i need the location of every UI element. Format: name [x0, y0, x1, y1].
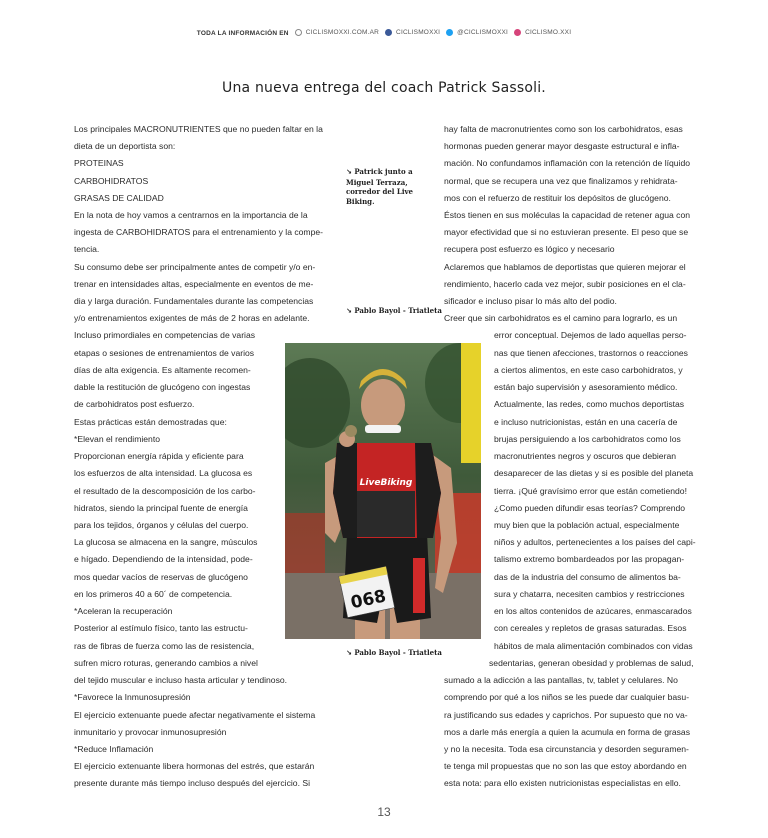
text-line: normal, que se recupera una vez que finalizamos y rehidrata-: [444, 176, 678, 186]
text-line: están bajo supervisión y asesoramiento médico.: [494, 382, 678, 392]
text-line: Éstos tienen en sus moléculas la capacidad de retener agua con: [444, 210, 691, 220]
text-line: de carbohidratos post esfuerzo.: [74, 399, 195, 409]
text-line: esta nota: para ello existen nutricionistas especialistas en ello.: [444, 778, 681, 788]
text-line: e incluso nutricionistas, están en una cacería de: [494, 417, 678, 427]
text-line: etapas o sesiones de entrenamientos de varios: [74, 348, 255, 358]
text-line: mación. No confundamos inflamación con la retención de líquido: [444, 158, 691, 168]
text-line: La glucosa se almacena en la sangre, músculos: [74, 537, 258, 547]
race-bib-number: 068: [349, 586, 388, 614]
website-link[interactable]: CICLISMOXXI.COM.AR: [295, 29, 379, 36]
text-line: *Reduce Inflamación: [74, 744, 154, 754]
text-line: a ciertos alimentos, en este caso carbohidratos, y: [494, 365, 683, 375]
text-line: *Favorece la Inmunosupresión: [74, 692, 191, 702]
page-number: 13: [377, 805, 391, 819]
header-lead: TODA LA INFORMACIÓN EN: [196, 29, 289, 37]
text-line: Los principales MACRONUTRIENTES que no pueden faltar en la: [74, 124, 323, 134]
text-line: CARBOHIDRATOS: [74, 176, 149, 186]
text-line: tierra. ¡Qué gravísimo error que están cometiendo!: [494, 486, 687, 496]
text-line: Proporcionan energía rápida y eficiente para: [74, 451, 244, 461]
text-line: te tenga mil propuestas que no son las que estoy abordando en: [444, 761, 687, 771]
arrow-icon: ↘: [346, 307, 352, 315]
text-line: y/o entrenamientos exigentes de más de 2 horas en adelante.: [74, 313, 310, 323]
text-line: mos a darle más energía a quien la acumula en forma de grasas: [444, 727, 691, 737]
athlete-photo: [285, 343, 481, 639]
text-line: PROTEINAS: [74, 158, 124, 168]
text-line: e hígado. Dependiendo de la intensidad, pode-: [74, 554, 253, 564]
text-line: El ejercicio extenuante libera hormonas del estrés, que estarán: [74, 761, 315, 771]
text-line: ¿Como pueden difundir esas teorías? Comprendo: [494, 503, 686, 513]
text-line: y no la necesita. Toda esa circunstancia y desorden seguramen-: [444, 744, 689, 754]
text-line: para los tejidos, órganos y células del cuerpo.: [74, 520, 249, 530]
text-line: del tejido muscular e incluso hasta articular y tendinoso.: [74, 675, 288, 685]
facebook-link[interactable]: CICLISMOXXI: [385, 29, 440, 36]
instagram-icon: [514, 29, 521, 36]
text-line: hábitos de mala alimentación combinados con vidas: [494, 641, 693, 651]
text-line: tencia.: [74, 244, 100, 254]
header-strip: [0, 27, 768, 39]
text-line: dable la restitución de glucógeno con ingestas: [74, 382, 251, 392]
text-line: Aclaremos que hablamos de deportistas que quieren mejorar el: [444, 262, 686, 272]
text-line: GRASAS DE CALIDAD: [74, 193, 164, 203]
text-line: días de alta exigencia. Es altamente recomen-: [74, 365, 251, 375]
text-line: Incluso primordiales en competencias de varias: [74, 330, 256, 340]
text-line: dia y larga duración. Fundamentales durante las competencias: [74, 296, 314, 306]
text-line: presente durante más tiempo incluso después del ejercicio. Si: [74, 778, 310, 788]
text-line: nas que tienen afecciones, trastornos o reacciones: [494, 348, 688, 358]
text-line: rendimiento, hacerlo cada vez mejor, subir posiciones en el cla-: [444, 279, 686, 289]
text-line: dieta de un deportista son:: [74, 141, 176, 151]
text-line: mayor efectividad que si no estuvieran presente. El peso que se: [444, 227, 689, 237]
text-line: hidratos, siendo la principal fuente de energía: [74, 503, 248, 513]
text-line: niños y adultos, pertenecientes a los países del capi-: [494, 537, 696, 547]
text-line: sedentarias, generan obesidad y problemas de salud,: [489, 658, 694, 668]
text-line: los esfuerzos de alta intensidad. La glucosa es: [74, 468, 253, 478]
photo-caption: ↘ Patrick junto a Miguel Terraza, corredor del Live Biking.: [346, 167, 413, 206]
text-line: muy bien que la población actual, especialmente: [494, 520, 680, 530]
arrow-icon: ↘: [346, 168, 352, 176]
text-line: Creer que sin carbohidratos es el camino para lograrlo, es un: [444, 313, 678, 323]
text-line: ingesta de CARBOHIDRATOS para el entrenamiento y la compe-: [74, 227, 324, 237]
text-line: Posterior al estímulo físico, tanto las estructu-: [74, 623, 248, 633]
text-line: en los altos contenidos de azúcares, enmascarados: [494, 606, 692, 616]
text-line: El ejercicio extenuante puede afectar negativamente el sistema: [74, 710, 316, 720]
text-line: sumado a la adicción a las pantallas, tv, tablet y celulares. No: [444, 675, 678, 685]
text-line: recupera post esfuerzo es lógico y necesario: [444, 244, 615, 254]
text-line: sura y chatarra, necesiten cambios y restricciones: [494, 589, 685, 599]
text-line: inmunitario y provocar inmunosupresión: [74, 727, 227, 737]
twitter-link[interactable]: @CICLISMOXXI: [446, 29, 508, 36]
text-line: macronutrientes negros y oscuros que debieran: [494, 451, 677, 461]
text-line: das de la industria del consumo de alimentos ba-: [494, 572, 681, 582]
text-line: comprendo por qué a los niños se les puede dar cualquier basu-: [444, 692, 690, 702]
globe-icon: [295, 29, 302, 36]
text-line: *Aceleran la recuperación: [74, 606, 173, 616]
text-line: mos quedar vacíos de reservas de glucógeno: [74, 572, 248, 582]
photo-caption: ↘ Pablo Bayol - Triatleta: [346, 648, 442, 657]
text-line: hay falta de macronutrientes como son los carbohidratos, esas: [444, 124, 683, 134]
text-line: con cereales y repletos de grasas saturadas. Esos: [494, 623, 687, 633]
text-line: error conceptual. Dejemos de lado aquellas perso-: [494, 330, 687, 340]
article-subtitle: Una nueva entrega del coach Patrick Sassoli.: [222, 80, 546, 96]
text-line: hormonas pueden generar mayor desgaste estructural e infla-: [444, 141, 680, 151]
text-line: mos con el refuerzo de restituir los depósitos de glucógeno.: [444, 193, 671, 203]
text-line: brujas persiguiendo a los carbohidratos como los: [494, 434, 681, 444]
text-line: *Elevan el rendimiento: [74, 434, 160, 444]
text-line: ras de fibras de fuerza como las de resistencia,: [74, 641, 255, 651]
text-line: Su consumo debe ser principalmente antes de competir y/o en-: [74, 262, 316, 272]
facebook-icon: [385, 29, 392, 36]
jersey-logo-text: LiveBiking: [359, 478, 413, 488]
text-line: Estas prácticas están demostradas que:: [74, 417, 227, 427]
text-line: talismo extremo bombardeados por las propagan-: [494, 554, 685, 564]
text-line: Actualmente, las redes, como muchos deportistas: [494, 399, 685, 409]
twitter-icon: [446, 29, 453, 36]
text-line: el resultado de la descomposición de los carbo-: [74, 486, 256, 496]
text-line: ra justificando sus edades y caprichos. Por supuesto que no va-: [444, 710, 688, 720]
text-line: en los primeros 40 a 60´ de competencia.: [74, 589, 233, 599]
text-line: sufren micro roturas, generando cambios a nivel: [74, 658, 258, 668]
instagram-link[interactable]: CICLISMO.XXI: [514, 29, 571, 36]
text-line: desaparecer de las dietas y si es posible del planeta: [494, 468, 694, 478]
text-line: En la nota de hoy vamos a centrarnos en la importancia de la: [74, 210, 308, 220]
photo-caption: ↘ Pablo Bayol - Triatleta: [346, 306, 442, 315]
text-line: sificador e incluso pisar lo más alto del podio.: [444, 296, 617, 306]
arrow-icon: ↘: [346, 649, 352, 657]
text-line: trenar en intensidades altas, especialmente en eventos de me-: [74, 279, 314, 289]
